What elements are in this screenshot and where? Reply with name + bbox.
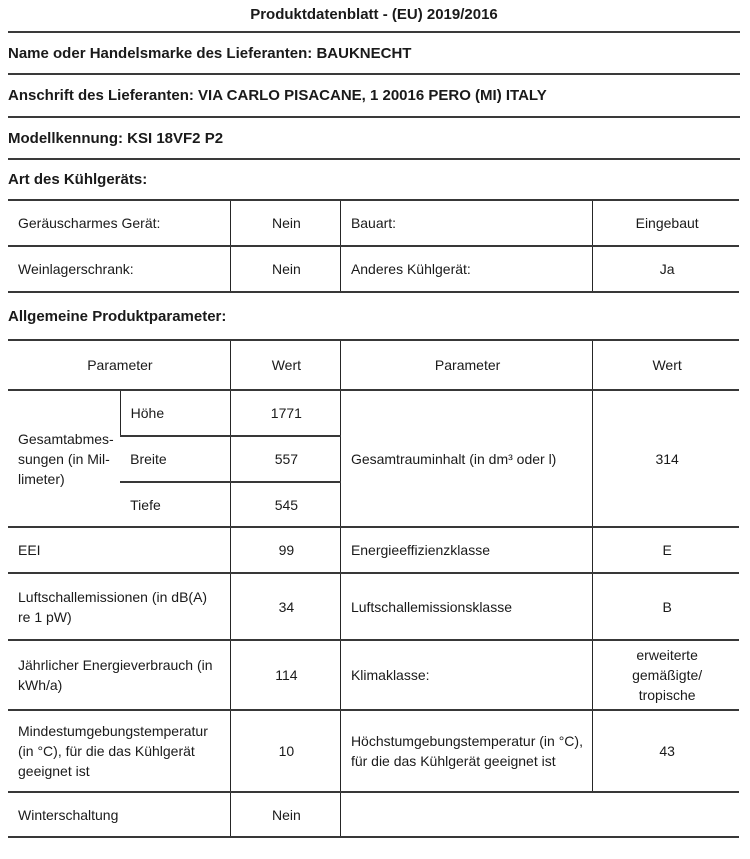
supplier-name-line: Name oder Handelsmarke des Lieferanten: BAUKNECHT: [8, 44, 412, 62]
table-row: [8, 573, 739, 640]
param-value: Nein: [230, 792, 340, 837]
param-value: Ja: [593, 246, 739, 292]
param-value: erweiterte gemäßigte/ tropische: [593, 640, 739, 710]
param-label: EEI: [8, 527, 230, 573]
document-title: Produktdatenblatt - (EU) 2019/2016: [250, 6, 498, 23]
param-value: 10: [230, 710, 340, 792]
param-value: Eingebaut: [593, 200, 739, 246]
model-id-block: [8, 118, 740, 160]
param-label: Höchstumgebungstemperatur (in °C), für die das Kühlgerät geeignet ist: [340, 710, 592, 792]
param-label: Gesamtrauminhalt (in dm³ oder l): [340, 390, 592, 527]
param-label: Winterschaltung: [8, 792, 230, 837]
dimensions-row-height: [8, 390, 739, 436]
model-id-line: Modellkennung: KSI 18VF2 P2: [8, 129, 224, 147]
param-label: Luftschallemissionen (in dB(A) re 1 pW): [8, 573, 230, 640]
param-value: E: [593, 527, 739, 573]
empty-cell: [340, 792, 739, 837]
column-header: Parameter: [8, 340, 230, 390]
dimension-name: Breite: [120, 436, 230, 482]
param-label: Energieeffizienzklasse: [340, 527, 592, 573]
dimension-name: Höhe: [120, 390, 230, 436]
param-value: 99: [230, 527, 340, 573]
header-row: [8, 340, 739, 390]
param-value: 114: [230, 640, 340, 710]
dimension-value: 545: [230, 482, 340, 527]
param-value: 34: [230, 573, 340, 640]
param-label: Geräuscharmes Gerät:: [8, 200, 230, 246]
table-row: [8, 246, 739, 292]
supplier-address-block: [8, 75, 740, 118]
column-header: Wert: [230, 340, 340, 390]
param-value: Nein: [230, 246, 340, 292]
table-row: [8, 640, 739, 710]
type-section-heading: Art des Kühlgeräts:: [8, 171, 148, 188]
column-header: Wert: [593, 340, 739, 390]
type-table: [8, 199, 739, 293]
table-row: [8, 200, 739, 246]
dimension-name: Tiefe: [120, 482, 230, 527]
param-value: 43: [593, 710, 739, 792]
supplier-name-block: [8, 33, 740, 75]
table-row: [8, 710, 739, 792]
general-section-heading: Allgemeine Produktparameter:: [8, 307, 227, 325]
param-value: B: [593, 573, 739, 640]
dimensions-group-label: Gesamtabmes-sungen (in Mil-limeter): [8, 390, 120, 527]
param-value: Nein: [230, 200, 340, 246]
param-label: Bauart:: [340, 200, 592, 246]
table-row: [8, 792, 739, 837]
general-section-heading-block: [8, 293, 740, 339]
param-label: Jährlicher Energieverbrauch (in kWh/a): [8, 640, 230, 710]
table-row: [8, 527, 739, 573]
parameters-table: [8, 339, 739, 838]
type-section-heading-block: [8, 160, 740, 199]
param-label: Weinlagerschrank:: [8, 246, 230, 292]
param-label: Klimaklasse:: [340, 640, 592, 710]
column-header: Parameter: [340, 340, 592, 390]
dimension-value: 1771: [230, 390, 340, 436]
title-block: [8, 0, 740, 33]
param-value: 314: [593, 390, 739, 527]
param-label: Mindestumgebungstemperatur (in °C), für die das Kühlgerät geeignet ist: [8, 710, 230, 792]
supplier-address-line: Anschrift des Lieferanten: VIA CARLO PISACANE, 1 20016 PERO (MI) ITALY: [8, 87, 547, 104]
dimension-value: 557: [230, 436, 340, 482]
param-label: Luftschallemissionsklasse: [340, 573, 592, 640]
param-label: Anderes Kühlgerät:: [340, 246, 592, 292]
